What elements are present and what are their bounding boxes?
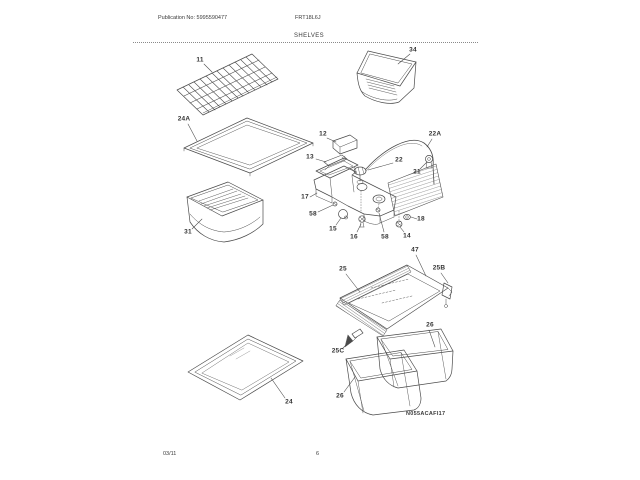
part-label-31: 31 bbox=[184, 228, 192, 236]
leader-line-11 bbox=[204, 64, 212, 72]
publication-number: Publication No: 5995590477 bbox=[158, 15, 228, 21]
crisper-bins-26 bbox=[346, 329, 453, 415]
part-label-47: 47 bbox=[411, 246, 419, 254]
knob-15 bbox=[339, 210, 348, 220]
screw-58-left bbox=[333, 202, 337, 206]
leader-lines bbox=[188, 54, 448, 398]
shelf-bracket-25b bbox=[442, 283, 452, 308]
leader-line-13 bbox=[316, 159, 326, 162]
revision-date: 03/11 bbox=[163, 451, 177, 457]
part-label-22A: 22A bbox=[428, 130, 442, 138]
leader-line-25C bbox=[342, 344, 347, 349]
leader-line-24 bbox=[271, 378, 285, 398]
leader-line-58a bbox=[318, 205, 333, 212]
part-label-26a: 26 bbox=[426, 321, 434, 329]
glass-shelf-24 bbox=[188, 335, 303, 400]
part-label-34: 34 bbox=[409, 46, 417, 54]
light-lens-12 bbox=[333, 135, 357, 154]
part-label-11: 11 bbox=[196, 56, 204, 64]
part-label-24: 24 bbox=[285, 398, 293, 406]
part-label-25B: 25B bbox=[432, 264, 446, 272]
part-label-25C: 25C bbox=[331, 347, 345, 355]
leader-line-25 bbox=[346, 274, 360, 292]
part-label-58b: 58 bbox=[381, 233, 389, 241]
glass-shelf-24a bbox=[184, 118, 313, 176]
leader-line-24A bbox=[188, 124, 197, 141]
leader-line-22A bbox=[427, 139, 432, 147]
cold-shelf-25 bbox=[336, 265, 452, 336]
screw-18 bbox=[404, 214, 411, 219]
part-label-25: 25 bbox=[339, 265, 347, 273]
part-label-22: 22 bbox=[395, 156, 403, 164]
crisper-pan-31 bbox=[187, 182, 263, 242]
diagram-code: N055ACAFI17 bbox=[406, 411, 446, 417]
part-label-21: 21 bbox=[413, 168, 421, 176]
leader-line-26a bbox=[429, 330, 435, 347]
freezer-basket-34 bbox=[357, 51, 416, 103]
model-number: FRT18L6J bbox=[295, 15, 321, 21]
part-label-13: 13 bbox=[306, 153, 314, 161]
part-label-26b: 26 bbox=[336, 392, 344, 400]
part-label-58a: 58 bbox=[309, 210, 317, 218]
page-title: SHELVES bbox=[294, 33, 325, 39]
leader-line-15 bbox=[336, 218, 341, 225]
part-label-14: 14 bbox=[403, 232, 411, 240]
leader-line-25B bbox=[441, 273, 448, 283]
part-label-17: 17 bbox=[301, 193, 309, 201]
wire-shelf-11 bbox=[177, 54, 278, 115]
leader-line-16 bbox=[357, 224, 361, 232]
part-label-12: 12 bbox=[319, 130, 327, 138]
screw-14 bbox=[396, 221, 402, 227]
part-label-24A: 24A bbox=[177, 115, 191, 123]
part-label-16: 16 bbox=[350, 233, 358, 241]
screw-58-bottom bbox=[376, 208, 380, 212]
leader-line-26b bbox=[344, 377, 355, 392]
clip-25c bbox=[345, 329, 363, 347]
leader-line-18 bbox=[411, 217, 417, 219]
page-number: 6 bbox=[316, 451, 320, 457]
leader-line-34 bbox=[398, 54, 410, 64]
leader-line-12 bbox=[327, 138, 336, 142]
leader-line-22 bbox=[368, 163, 393, 170]
duct-panel bbox=[388, 164, 443, 216]
leader-line-14 bbox=[400, 227, 404, 232]
part-label-18: 18 bbox=[417, 215, 425, 223]
part-label-15: 15 bbox=[329, 225, 337, 233]
